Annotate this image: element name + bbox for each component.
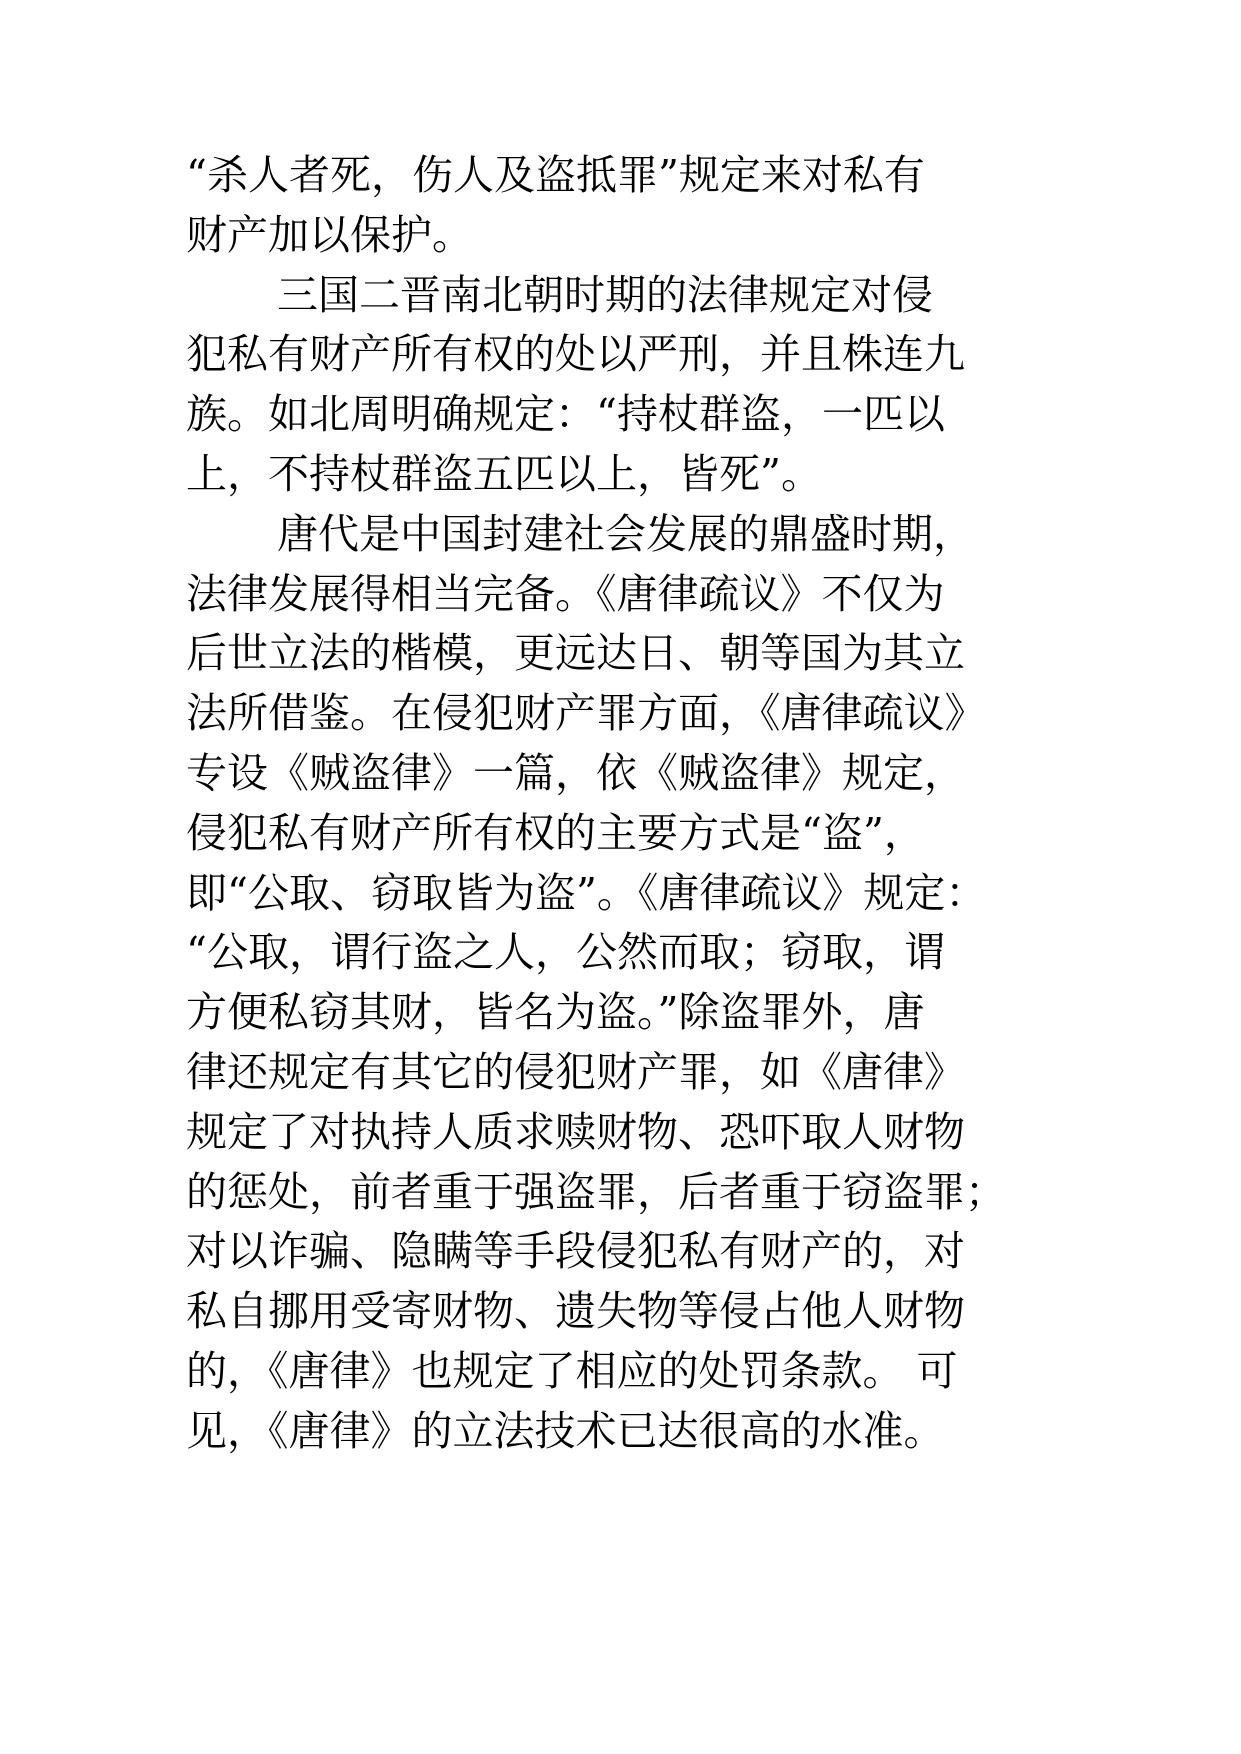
text-line: 上，不持杖群盗五匹以上，皆死”。 (186, 449, 822, 498)
text-line: 律还规定有其它的侵犯财产罪，如《唐律》 (186, 1047, 965, 1096)
text-line: 的，《唐律》也规定了相应的处罚条款。 可 (186, 1346, 958, 1395)
text-line: 族。如北周明确规定：“持杖群盗，一匹以 (186, 390, 945, 439)
text-line: 专设《贼盗律》一篇，依《贼盗律》规定， (186, 748, 965, 797)
text-line: 见，《唐律》的立法技术已达很高的水准。 (186, 1406, 945, 1455)
text-line: 规定了对执持人质求赎财物、恐吓取人财物 (186, 1107, 965, 1156)
paragraph-start-line: 三国二晋南北朝时期的法律规定对侵 (277, 270, 933, 319)
text-line: 即“公取、窃取皆为盗”。《唐律疏议》规定： (186, 868, 987, 917)
paragraph-start-line: 唐代是中国封建社会发展的鼎盛时期， (277, 509, 974, 558)
text-line: 财产加以保护。 (186, 210, 473, 259)
text-line: “公取，谓行盗之人，公然而取；窃取，谓 (186, 928, 945, 977)
text-line: 法律发展得相当完备。《唐律疏议》不仅为 (186, 569, 945, 618)
text-line: 后世立法的楷模，更远达日、朝等国为其立 (186, 629, 965, 678)
text-line: 的惩处，前者重于强盗罪，后者重于窃盗罪； (186, 1167, 1006, 1216)
text-line: 侵犯私有财产所有权的主要方式是“盗”， (186, 808, 925, 857)
text-line: “杀人者死，伤人及盗抵罪”规定来对私有 (186, 151, 925, 199)
text-line: 犯私有财产所有权的处以严刑，并且株连九 (186, 330, 965, 379)
body-text (186, 146, 1066, 1462)
text-line: 方便私窃其财，皆名为盗。”除盗罪外，唐 (186, 988, 925, 1037)
text-line: 私自挪用受寄财物、遗失物等侵占他人财物 (186, 1287, 965, 1336)
text-line: 法所借鉴。在侵犯财产罪方面，《唐律疏议》 (186, 689, 986, 738)
text-line: 对以诈骗、隐瞒等手段侵犯私有财产的，对 (186, 1227, 965, 1276)
